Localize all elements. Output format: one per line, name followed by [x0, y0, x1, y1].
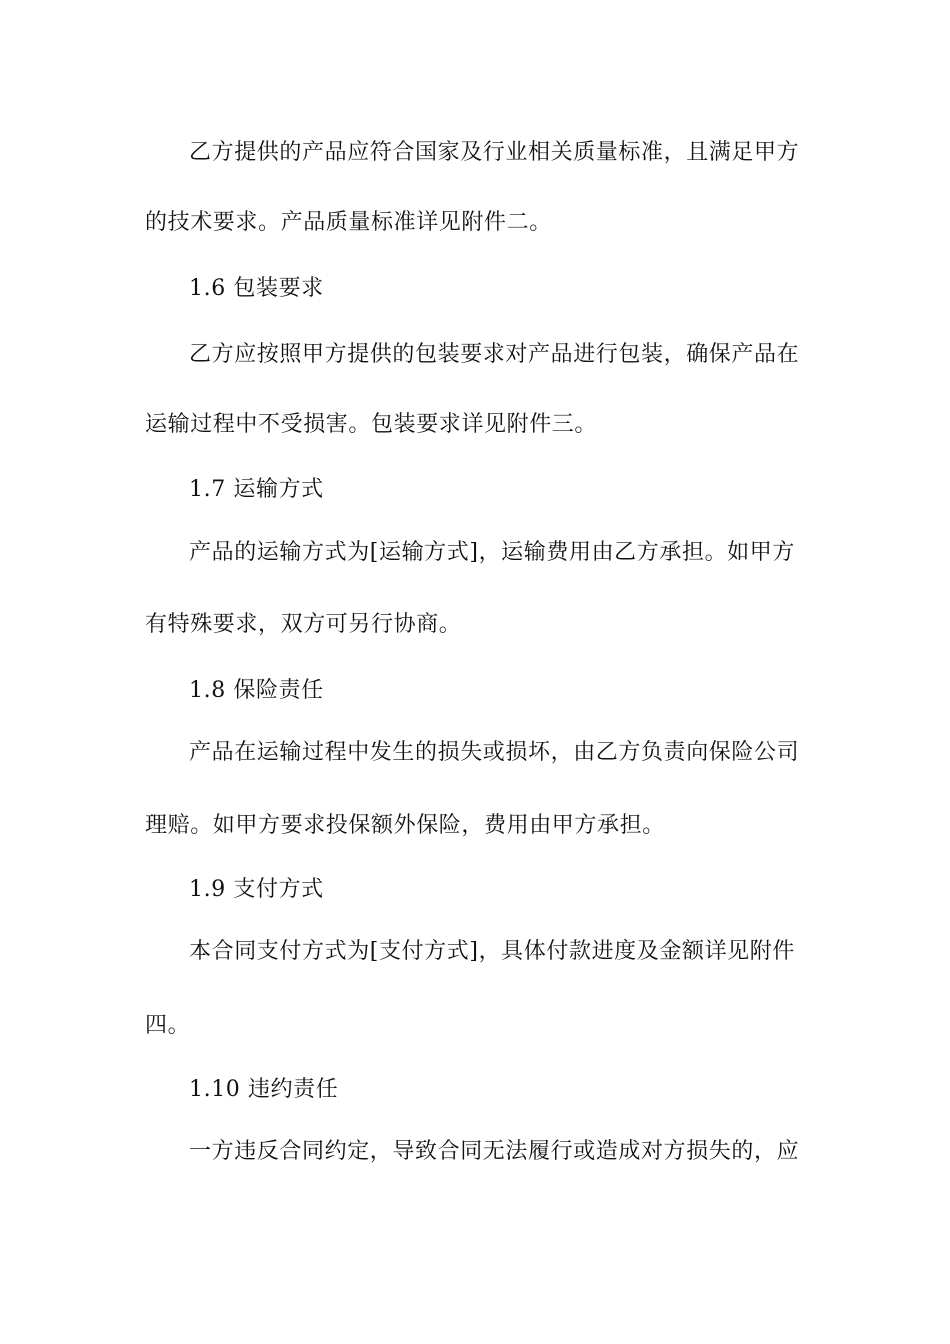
paragraph-quality-line-1: 乙方提供的产品应符合国家及行业相关质量标准，且满足甲方 [189, 140, 800, 165]
paragraph-transport-line-2: 有特殊要求，双方可另行协商。 [145, 612, 462, 637]
section-heading-1-7: 1.7 运输方式 [189, 477, 324, 502]
paragraph-breach-line-1: 一方违反合同约定，导致合同无法履行或造成对方损失的，应 [189, 1139, 800, 1164]
paragraph-insurance-line-1: 产品在运输过程中发生的损失或损坏，由乙方负责向保险公司 [189, 740, 800, 765]
paragraph-payment-line-1: 本合同支付方式为[支付方式]，具体付款进度及金额详见附件 [189, 939, 795, 964]
section-heading-1-8: 1.8 保险责任 [189, 678, 324, 703]
section-heading-1-6: 1.6 包装要求 [189, 276, 324, 301]
paragraph-insurance-line-2: 理赔。如甲方要求投保额外保险，费用由甲方承担。 [145, 813, 665, 838]
paragraph-packaging-line-1: 乙方应按照甲方提供的包装要求对产品进行包装，确保产品在 [189, 342, 800, 367]
section-heading-1-10: 1.10 违约责任 [189, 1077, 339, 1102]
paragraph-payment-line-2: 四。 [145, 1013, 191, 1038]
section-heading-1-9: 1.9 支付方式 [189, 877, 324, 902]
paragraph-packaging-line-2: 运输过程中不受损害。包装要求详见附件三。 [145, 412, 598, 437]
paragraph-transport-line-1: 产品的运输方式为[运输方式]，运输费用由乙方承担。如甲方 [189, 540, 795, 565]
paragraph-quality-line-2: 的技术要求。产品质量标准详见附件二。 [145, 210, 552, 235]
